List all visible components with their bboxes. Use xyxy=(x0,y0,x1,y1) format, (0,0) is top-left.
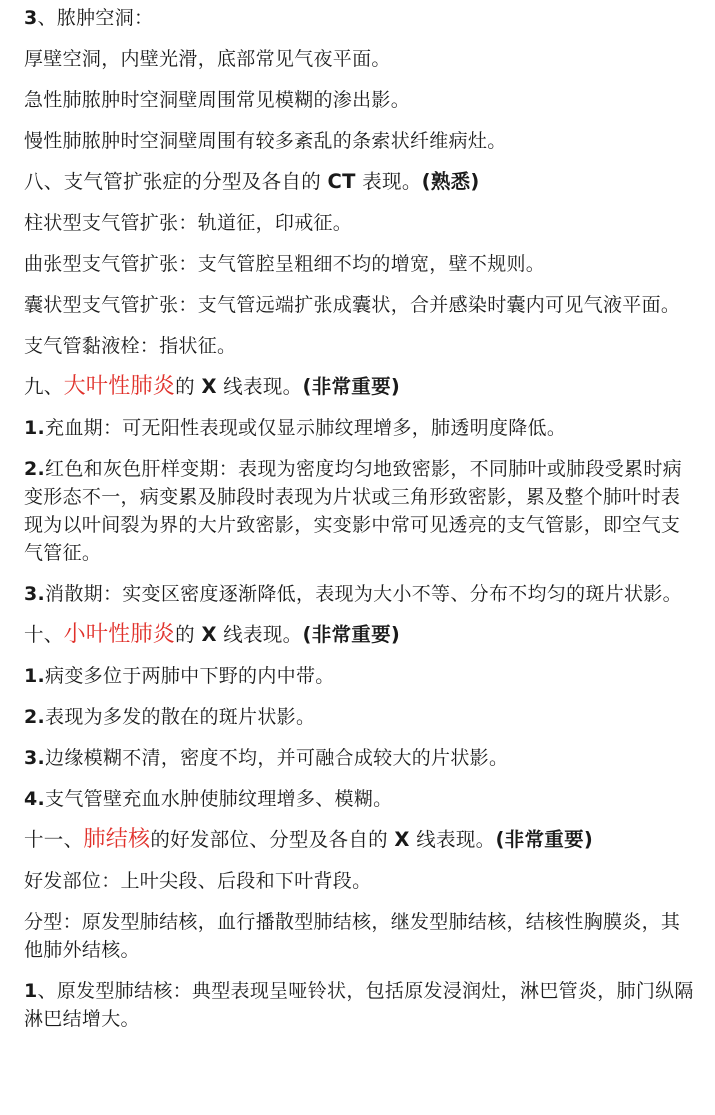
heading-x: X xyxy=(201,623,217,646)
item-text: 、脓肿空洞： xyxy=(37,7,154,29)
heading-text: 表现。 xyxy=(355,170,422,193)
importance-tag: (非常重要) xyxy=(302,375,401,398)
section-heading-11 xyxy=(24,826,695,854)
section-heading-10 xyxy=(24,621,695,649)
item-number: 3. xyxy=(24,747,46,769)
list-item xyxy=(24,703,695,731)
text-line: 支气管黏液栓：指状征。 xyxy=(24,335,237,357)
importance-tag: (非常重要) xyxy=(495,828,594,851)
section-heading-9 xyxy=(24,373,695,401)
text-line: 急性肺脓肿时空洞壁周围常见模糊的渗出影。 xyxy=(24,89,411,111)
text-line: 柱状型支气管扩张：轨道征，印戒征。 xyxy=(24,212,353,234)
section-heading-8 xyxy=(24,168,695,196)
text-line: 分型：原发型肺结核，血行播散型肺结核，继发型肺结核，结核性胸膜炎，其他肺外结核。 xyxy=(24,911,681,961)
heading-text: 线表现。 xyxy=(216,623,303,646)
text-line: 慢性肺脓肿时空洞壁周围有较多紊乱的条索状纤维病灶。 xyxy=(24,130,507,152)
item-number: 2. xyxy=(24,458,46,480)
list-item xyxy=(24,455,695,567)
heading-text: 线表现。 xyxy=(216,375,303,398)
heading-x: X xyxy=(394,828,410,851)
item-text: 支气管壁充血水肿使肺纹理增多、模糊。 xyxy=(45,788,393,810)
list-item xyxy=(24,977,695,1033)
list-item xyxy=(24,414,695,442)
item-text: 边缘模糊不清，密度不均，并可融合成较大的片状影。 xyxy=(45,747,509,769)
text-line: 囊状型支气管扩张：支气管远端扩张成囊状，合并感染时囊内可见气液平面。 xyxy=(24,294,681,316)
item-number: 3. xyxy=(24,583,46,605)
item-number: 1. xyxy=(24,665,46,687)
list-item xyxy=(24,662,695,690)
heading-ct: CT xyxy=(327,170,356,193)
item-text: 、原发型肺结核：典型表现呈哑铃状，包括原发浸润灶，淋巴管炎，肺门纵隔淋巴结增大。 xyxy=(24,980,694,1030)
highlight-term: 大叶性肺炎 xyxy=(63,374,176,399)
importance-tag: (非常重要) xyxy=(302,623,401,646)
text-line: 厚壁空洞，内壁光滑，底部常见气夜平面。 xyxy=(24,48,391,70)
heading-text: 的 xyxy=(175,623,202,646)
text-line: 曲张型支气管扩张：支气管腔呈粗细不均的增宽，壁不规则。 xyxy=(24,253,546,275)
highlight-term: 小叶性肺炎 xyxy=(63,622,176,647)
heading-text: 九、 xyxy=(24,375,64,398)
importance-tag: (熟悉) xyxy=(421,170,480,193)
subheading-abscess-cavity xyxy=(24,4,695,32)
item-number: 2. xyxy=(24,706,46,728)
list-item xyxy=(24,580,695,608)
heading-text: 十一、 xyxy=(24,828,84,851)
list-item xyxy=(24,744,695,772)
item-number: 1 xyxy=(24,980,38,1002)
item-number: 4. xyxy=(24,788,46,810)
text-line: 好发部位：上叶尖段、后段和下叶背段。 xyxy=(24,870,372,892)
item-text: 充血期：可无阳性表现或仅显示肺纹理增多，肺透明度降低。 xyxy=(45,417,567,439)
item-text: 病变多位于两肺中下野的内中带。 xyxy=(45,665,335,687)
item-number: 3 xyxy=(24,7,38,29)
item-text: 表现为多发的散在的斑片状影。 xyxy=(45,706,316,728)
item-text: 消散期：实变区密度逐渐降低，表现为大小不等、分布不均匀的斑片状影。 xyxy=(45,583,682,605)
item-text: 红色和灰色肝样变期：表现为密度均匀地致密影，不同肺叶或肺段受累时病变形态不一，病变累及肺段时表现为片状或三角形致密影，累及整个肺叶时表现为以叶间裂为界的大片致密影，实变影中常可见透亮的支气管影，即空气支气管征。 xyxy=(24,458,682,564)
item-number: 1. xyxy=(24,417,46,439)
heading-text: 的好发部位、分型及各自的 xyxy=(150,828,395,851)
heading-text: 八、支气管扩张症的分型及各自的 xyxy=(24,170,328,193)
heading-text: 的 xyxy=(175,375,202,398)
heading-text: 线表现。 xyxy=(409,828,496,851)
list-item xyxy=(24,785,695,813)
heading-x: X xyxy=(201,375,217,398)
heading-text: 十、 xyxy=(24,623,64,646)
highlight-term: 肺结核 xyxy=(83,827,151,852)
